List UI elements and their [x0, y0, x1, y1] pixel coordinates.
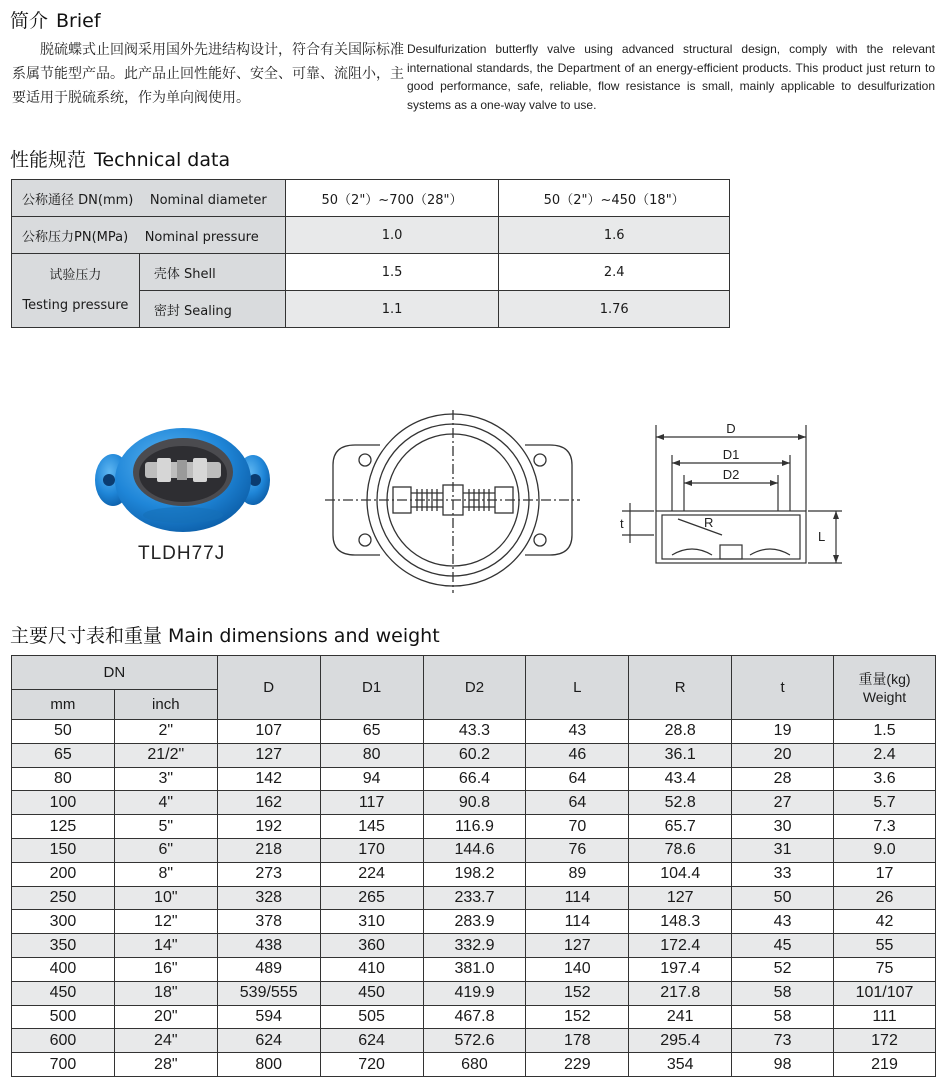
table-cell: 1.5 — [834, 720, 936, 744]
table-cell: 224 — [320, 862, 423, 886]
table-row — [12, 1053, 936, 1077]
header-row — [12, 656, 936, 690]
table-cell: 28.8 — [629, 720, 732, 744]
table-cell: 101/107 — [834, 981, 936, 1005]
table-cell: 800 — [217, 1053, 320, 1077]
table-cell: 21/2" — [114, 743, 217, 767]
label-cn: 公称压力PN(MPa) — [22, 229, 129, 245]
label-en: Nominal diameter — [149, 192, 267, 208]
table-cell: 58 — [732, 1005, 834, 1029]
brief-heading-cn: 简介 — [10, 10, 49, 32]
nominal-pressure-v2: 1.6 — [499, 217, 730, 254]
table-cell: 624 — [320, 1029, 423, 1053]
table-cell: 27 — [732, 791, 834, 815]
brief-text-cn-body: 脱硫蝶式止回阀采用国外先进结构设计，符合有关国际标准系属节能型产品。此产品止回性能好、安全、可靠、流阻小，主要适用于脱硫系统，作为单向阀使用。 — [12, 42, 404, 106]
table-cell: 680 — [423, 1053, 526, 1077]
valve-photo-icon — [95, 420, 270, 540]
table-cell: 70 — [526, 815, 629, 839]
dim-label-L: L — [818, 529, 826, 544]
table-cell: 350 — [12, 934, 115, 958]
table-cell: 117 — [320, 791, 423, 815]
table-cell: 700 — [12, 1053, 115, 1077]
table-cell: 172.4 — [629, 934, 732, 958]
table-cell: 152 — [526, 981, 629, 1005]
table-cell: 24" — [114, 1029, 217, 1053]
table-cell: 273 — [217, 862, 320, 886]
table-cell: 94 — [320, 767, 423, 791]
testing-pressure-label — [12, 254, 140, 328]
table-cell: 332.9 — [423, 934, 526, 958]
table-cell: 467.8 — [423, 1005, 526, 1029]
brief-heading-en: Brief — [56, 10, 101, 32]
shell-v1: 1.5 — [285, 254, 499, 291]
table-cell: 65 — [12, 743, 115, 767]
table-cell: 26 — [834, 886, 936, 910]
table-cell: 2" — [114, 720, 217, 744]
table-cell: 50 — [732, 886, 834, 910]
col-weight — [834, 656, 936, 720]
table-cell: 76 — [526, 838, 629, 862]
table-row — [12, 217, 730, 254]
table-cell: 241 — [629, 1005, 732, 1029]
label-en: Testing pressure — [22, 297, 129, 313]
table-cell: 127 — [526, 934, 629, 958]
table-cell: 500 — [12, 1005, 115, 1029]
dim-label-D: D — [726, 421, 736, 436]
table-cell: 624 — [217, 1029, 320, 1053]
table-cell: 450 — [320, 981, 423, 1005]
table-cell: 400 — [12, 957, 115, 981]
sealing-v2: 1.76 — [499, 291, 730, 328]
table-cell: 192 — [217, 815, 320, 839]
table-cell: 354 — [629, 1053, 732, 1077]
table-cell: 7.3 — [834, 815, 936, 839]
table-row — [12, 254, 730, 291]
col-mm: mm — [12, 690, 115, 720]
table-cell: 78.6 — [629, 838, 732, 862]
technical-table — [11, 179, 730, 328]
table-cell: 12" — [114, 910, 217, 934]
table-cell: 152 — [526, 1005, 629, 1029]
table-row — [12, 910, 936, 934]
col-t: t — [732, 656, 834, 720]
table-cell: 250 — [12, 886, 115, 910]
table-cell: 43 — [526, 720, 629, 744]
table-cell: 65.7 — [629, 815, 732, 839]
table-cell: 64 — [526, 767, 629, 791]
table-cell: 3.6 — [834, 767, 936, 791]
table-cell: 170 — [320, 838, 423, 862]
col-dn: DN — [12, 656, 218, 690]
table-row — [12, 180, 730, 217]
nominal-diameter-v1: 50（2"）~700（28"） — [285, 180, 499, 217]
table-cell: 17 — [834, 862, 936, 886]
dim-label-R: R — [704, 515, 714, 530]
table-cell: 310 — [320, 910, 423, 934]
table-row — [12, 743, 936, 767]
table-row — [12, 815, 936, 839]
table-cell: 33 — [732, 862, 834, 886]
table-cell: 98 — [732, 1053, 834, 1077]
label-cn: 公称通径 DN(mm) — [22, 192, 134, 208]
dimensions-heading: 主要尺寸表和重量 Main dimensions and weight — [10, 625, 440, 647]
table-cell: 594 — [217, 1005, 320, 1029]
table-cell: 20" — [114, 1005, 217, 1029]
shell-label: 壳体 Shell — [139, 254, 285, 291]
col-R: R — [629, 656, 732, 720]
table-cell: 140 — [526, 957, 629, 981]
technical-heading-en: Technical data — [94, 149, 231, 171]
table-cell: 89 — [526, 862, 629, 886]
label-en: Nominal pressure — [144, 229, 259, 245]
table-cell: 10" — [114, 886, 217, 910]
table-cell: 14" — [114, 934, 217, 958]
sealing-label: 密封 Sealing — [139, 291, 285, 328]
table-cell: 144.6 — [423, 838, 526, 862]
table-row — [12, 1005, 936, 1029]
table-cell: 200 — [12, 862, 115, 886]
table-cell: 489 — [217, 957, 320, 981]
table-row — [12, 1029, 936, 1053]
weight-cn: 重量(kg) — [858, 670, 911, 687]
table-cell: 58 — [732, 981, 834, 1005]
brief-heading — [10, 6, 101, 33]
nominal-diameter-label — [12, 180, 286, 217]
table-cell: 116.9 — [423, 815, 526, 839]
table-cell: 104.4 — [629, 862, 732, 886]
front-view-drawing-icon — [325, 405, 580, 595]
table-cell: 73 — [732, 1029, 834, 1053]
table-cell: 42 — [834, 910, 936, 934]
table-cell: 720 — [320, 1053, 423, 1077]
table-row — [12, 934, 936, 958]
weight-en: Weight — [862, 688, 907, 705]
dim-label-D2: D2 — [722, 467, 740, 482]
table-cell: 43.3 — [423, 720, 526, 744]
table-cell: 145 — [320, 815, 423, 839]
table-cell: 30 — [732, 815, 834, 839]
table-cell: 43.4 — [629, 767, 732, 791]
table-cell: 8" — [114, 862, 217, 886]
table-cell: 64 — [526, 791, 629, 815]
table-row — [12, 767, 936, 791]
table-cell: 80 — [320, 743, 423, 767]
table-cell: 505 — [320, 1005, 423, 1029]
table-cell: 75 — [834, 957, 936, 981]
table-cell: 45 — [732, 934, 834, 958]
table-cell: 419.9 — [423, 981, 526, 1005]
table-cell: 80 — [12, 767, 115, 791]
table-cell: 43 — [732, 910, 834, 934]
col-D: D — [217, 656, 320, 720]
table-cell: 19 — [732, 720, 834, 744]
dimensions-body — [12, 720, 936, 1077]
table-cell: 300 — [12, 910, 115, 934]
table-cell: 218 — [217, 838, 320, 862]
table-cell: 438 — [217, 934, 320, 958]
technical-heading — [10, 145, 230, 172]
table-cell: 36.1 — [629, 743, 732, 767]
table-cell: 60.2 — [423, 743, 526, 767]
table-cell: 65 — [320, 720, 423, 744]
table-cell: 229 — [526, 1053, 629, 1077]
table-cell: 2.4 — [834, 743, 936, 767]
table-row — [12, 957, 936, 981]
table-cell: 4" — [114, 791, 217, 815]
table-cell: 100 — [12, 791, 115, 815]
table-cell: 217.8 — [629, 981, 732, 1005]
dim-label-D1: D1 — [722, 447, 740, 462]
label-cn: 试验压力 — [49, 267, 102, 283]
table-row — [12, 838, 936, 862]
table-cell: 150 — [12, 838, 115, 862]
col-inch: inch — [114, 690, 217, 720]
table-cell: 31 — [732, 838, 834, 862]
table-cell: 16" — [114, 957, 217, 981]
table-cell: 52.8 — [629, 791, 732, 815]
table-cell: 450 — [12, 981, 115, 1005]
table-cell: 55 — [834, 934, 936, 958]
table-cell: 162 — [217, 791, 320, 815]
table-cell: 172 — [834, 1029, 936, 1053]
col-D1: D1 — [320, 656, 423, 720]
table-row — [12, 862, 936, 886]
table-cell: 111 — [834, 1005, 936, 1029]
table-cell: 265 — [320, 886, 423, 910]
table-cell: 114 — [526, 910, 629, 934]
brief-text-en: Desulfurization butterfly valve using advanced structural design, comply with the relevant international standards, the Department of an energy-efficient products. This product just return to good performance, safe, reliable, flow resistance is small, mainly applicable to desulfurization systems as a one-way valve to use. — [407, 42, 935, 112]
table-cell: 539/555 — [217, 981, 320, 1005]
technical-heading-cn: 性能规范 — [10, 149, 87, 171]
table-row — [12, 981, 936, 1005]
table-row — [12, 720, 936, 744]
table-cell: 9.0 — [834, 838, 936, 862]
table-cell: 66.4 — [423, 767, 526, 791]
table-cell: 219 — [834, 1053, 936, 1077]
table-cell: 127 — [217, 743, 320, 767]
table-cell: 142 — [217, 767, 320, 791]
table-cell: 381.0 — [423, 957, 526, 981]
table-cell: 572.6 — [423, 1029, 526, 1053]
table-row — [12, 791, 936, 815]
table-cell: 360 — [320, 934, 423, 958]
brief-text-cn — [12, 38, 404, 110]
dim-label-t: t — [620, 516, 624, 531]
table-cell: 20 — [732, 743, 834, 767]
table-cell: 18" — [114, 981, 217, 1005]
nominal-pressure-v1: 1.0 — [285, 217, 499, 254]
table-cell: 125 — [12, 815, 115, 839]
table-cell: 28" — [114, 1053, 217, 1077]
table-cell: 3" — [114, 767, 217, 791]
table-cell: 410 — [320, 957, 423, 981]
table-cell: 50 — [12, 720, 115, 744]
table-cell: 46 — [526, 743, 629, 767]
table-cell: 328 — [217, 886, 320, 910]
dimensions-table — [11, 655, 936, 1077]
side-view-drawing-icon — [612, 415, 852, 585]
table-cell: 28 — [732, 767, 834, 791]
table-cell: 295.4 — [629, 1029, 732, 1053]
table-cell: 127 — [629, 886, 732, 910]
col-D2: D2 — [423, 656, 526, 720]
table-cell: 5.7 — [834, 791, 936, 815]
col-L: L — [526, 656, 629, 720]
table-cell: 6" — [114, 838, 217, 862]
table-cell: 52 — [732, 957, 834, 981]
table-row — [12, 886, 936, 910]
table-cell: 600 — [12, 1029, 115, 1053]
table-cell: 197.4 — [629, 957, 732, 981]
table-cell: 233.7 — [423, 886, 526, 910]
table-cell: 5" — [114, 815, 217, 839]
product-model-label: TLDH77J — [138, 543, 226, 564]
table-cell: 114 — [526, 886, 629, 910]
table-cell: 90.8 — [423, 791, 526, 815]
table-cell: 178 — [526, 1029, 629, 1053]
nominal-diameter-v2: 50（2"）~450（18"） — [499, 180, 730, 217]
shell-v2: 2.4 — [499, 254, 730, 291]
table-cell: 148.3 — [629, 910, 732, 934]
table-cell: 283.9 — [423, 910, 526, 934]
table-cell: 198.2 — [423, 862, 526, 886]
table-cell: 107 — [217, 720, 320, 744]
table-cell: 378 — [217, 910, 320, 934]
sealing-v1: 1.1 — [285, 291, 499, 328]
nominal-pressure-label — [12, 217, 286, 254]
